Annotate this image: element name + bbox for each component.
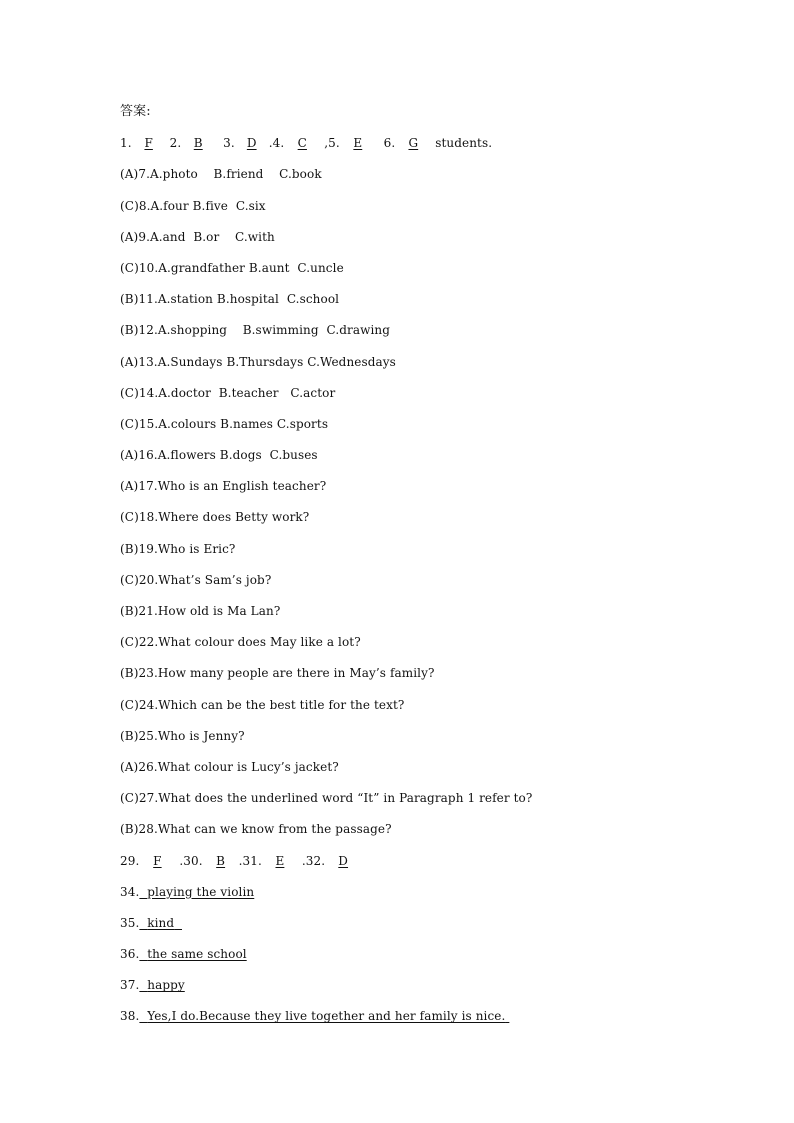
answer-blank: B [216, 853, 226, 868]
mc-answer-16: (A)16.A.flowers B.dogs C.buses [120, 448, 318, 463]
question-number: 35. [120, 915, 140, 930]
mc-answer-19: (B)19.Who is Eric? [120, 541, 236, 556]
short-answer-37 [120, 975, 740, 1006]
answer-text: Yes,I do.Because they live together and her family is nice. [147, 1009, 506, 1024]
answer-tail-text: students. [435, 136, 493, 151]
question-number: ,5. [324, 136, 340, 151]
mc-answer-25: (B)25.Who is Jenny? [120, 728, 245, 743]
question-number: .31. [238, 853, 262, 868]
question-number: .4. [268, 136, 285, 151]
question-number: 2. [169, 136, 182, 151]
short-answer-38 [120, 1006, 740, 1037]
answer-text: playing the violin [147, 884, 255, 899]
answer-blank: C [297, 136, 307, 151]
short-answer-text [139, 1009, 509, 1023]
mc-answer-27: (C)27.What does the underlined word “It” in Paragraph 1 refer to? [120, 791, 533, 806]
short-answer-34 [120, 882, 740, 913]
answer-blank: E [275, 853, 285, 868]
short-answer-text [139, 947, 246, 961]
answer-sheet [120, 102, 740, 1038]
mc-answer-26: (A)26.What colour is Lucy’s jacket? [120, 759, 339, 774]
mc-answer-13: (A)13.A.Sundays B.Thursdays C.Wednesdays [120, 354, 396, 369]
answer-blank: G [408, 136, 419, 151]
mc-answer-17: (A)17.Who is an English teacher? [120, 479, 327, 494]
question-number: 37. [120, 978, 140, 993]
mc-answer-8: (C)8.A.four B.five C.six [120, 198, 266, 213]
mc-answer-12: (B)12.A.shopping B.swimming C.drawing [120, 323, 391, 338]
mc-answer-28: (B)28.What can we know from the passage? [120, 822, 392, 837]
question-number: 38. [120, 1009, 140, 1024]
mc-answer-21: (B)21.How old is Ma Lan? [120, 604, 281, 618]
mc-answer-11: (B)11.A.station B.hospital C.school [120, 292, 340, 307]
answer-text: kind [147, 915, 175, 930]
question-number: 34. [120, 884, 140, 899]
question-number: 36. [120, 947, 140, 962]
question-number: 1. [120, 136, 132, 151]
question-number: 3. [223, 136, 235, 151]
answer-line-1-6 [120, 133, 740, 164]
short-answer-text [139, 978, 184, 992]
answer-line-29-32 [120, 851, 740, 882]
mc-answer-23: (B)23.How many people are there in May’s family? [120, 666, 435, 681]
answer-text: the same school [147, 947, 247, 962]
mc-answer-15: (C)15.A.colours B.names C.sports [120, 416, 329, 431]
mc-answer-9: (A)9.A.and B.or C.with [120, 229, 275, 244]
mc-answer-7: (A)7.A.photo B.friend C.book [120, 167, 322, 182]
answer-blank: D [246, 136, 257, 151]
answer-title: 答案: [120, 104, 151, 119]
mc-answer-24: (C)24.Which can be the best title for the text? [120, 697, 405, 712]
answer-blank: F [153, 853, 162, 868]
question-number: 6. [383, 136, 396, 151]
question-number: 29. [120, 853, 140, 868]
answer-blank: E [353, 136, 363, 151]
short-answer-35 [120, 913, 740, 944]
mc-answer-22: (C)22.What colour does May like a lot? [120, 635, 361, 650]
mc-answer-18: (C)18.Where does Betty work? [120, 510, 310, 525]
short-answer-text [139, 885, 254, 899]
question-number: .32. [301, 853, 326, 868]
mc-answer-14: (C)14.A.doctor B.teacher C.actor [120, 385, 336, 400]
mc-answer-10: (C)10.A.grandfather B.aunt C.uncle [120, 260, 344, 275]
question-number: .30. [179, 853, 203, 868]
mc-answer-20: (C)20.What’s Sam’s job? [120, 572, 272, 587]
short-answer-text [139, 916, 182, 930]
answer-text: happy [147, 978, 185, 993]
answer-blank: D [338, 853, 349, 868]
short-answer-36 [120, 944, 740, 975]
answer-blank: B [193, 136, 203, 151]
answer-blank: F [144, 136, 153, 151]
